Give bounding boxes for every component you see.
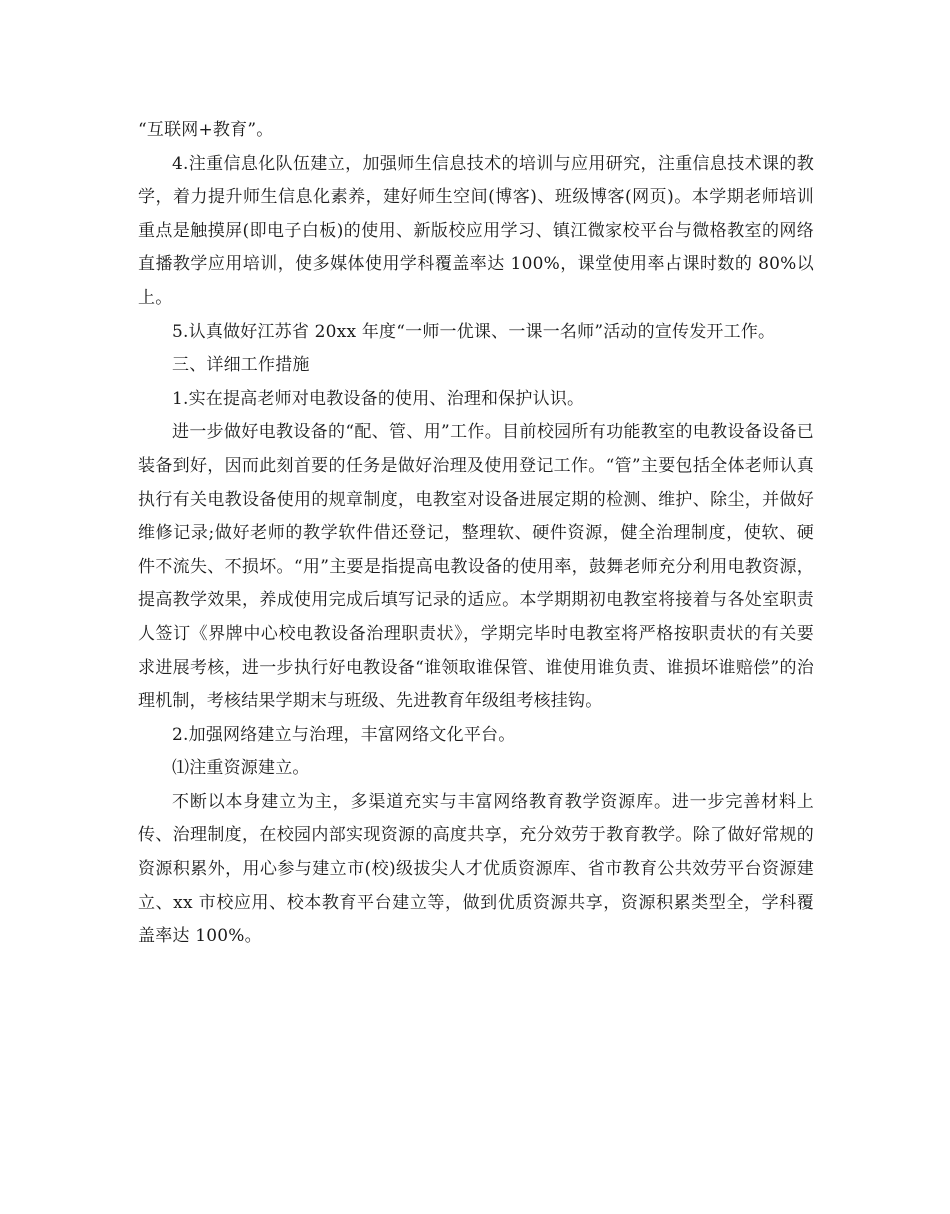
section-heading-3: 三、详细工作措施 xyxy=(172,355,310,376)
subheading-1: 1.实在提高老师对电教设备的使用、治理和保护认识。 xyxy=(172,388,585,409)
subheading-2-1: ⑴注重资源建立。 xyxy=(172,758,310,779)
paragraph-equipment-management: 进一步做好电教设备的“配、管、用”工作。目前校园所有功能教室的电教设备设备已装备到好，因而此刻首要的任务是做好治理及使用登记工作。“管”主要包括全体老师认真执行有关电教设备使用的规章制度，电教室对设备进展定期的检测、维护、除尘，并做好维修记录;做好老师的教学软件借还登记，整理软、硬件资源，健全治理制度，使软、硬件不流失、不损坏。“用”主要是指提高电教设备的使用率，鼓舞老师充分利用电教资源，提高教学效果，养成使用完成后填写记录的适应。本学期期初电教室将接着与各处室职责人签订《界牌中心校电教设备治理职责状》，学期完毕时电教室将严格按职责状的有关要求进展考核，进一步执行好电教设备“谁领取谁保管、谁使用谁负责、谁损坏谁赔偿”的治理机制，考核结果学期末与班级、先进教育年级组考核挂钩。 xyxy=(138,422,814,712)
subheading-2: 2.加强网络建立与治理，丰富网络文化平台。 xyxy=(172,724,516,745)
paragraph-continuation: “互联网+教育”。 xyxy=(138,120,274,140)
document-body xyxy=(138,114,814,954)
paragraph-item-5: 5.认真做好江苏省 20xx 年度“一师一优课、一课一名师”活动的宣传发开工作。 xyxy=(172,321,776,342)
paragraph-resource-building: 不断以本身建立为主，多渠道充实与丰富网络教育教学资源库。进一步完善材料上传、治理制度，在校园内部实现资源的高度共享，充分效劳于教育教学。除了做好常规的资源积累外，用心参与建立市(校)级拔尖人才优质资源库、省市教育公共效劳平台资源建立、xx 市校应用、校本教育平台建立等，做到优质资源共享，资源积累类型全，学科覆盖率达 100%。 xyxy=(138,791,814,947)
paragraph-item-4: 4.注重信息化队伍建立，加强师生信息技术的培训与应用研究，注重信息技术课的教学，着力提升师生信息化素养，建好师生空间(博客)、班级博客(网页)。本学期老师培训重点是触摸屏(即电子白板)的使用、新版校应用学习、镇江微家校平台与微格教室的网络直播教学应用培训，使多媒体使用学科覆盖率达 100%，课堂使用率占课时数的 80%以上。 xyxy=(138,153,814,308)
